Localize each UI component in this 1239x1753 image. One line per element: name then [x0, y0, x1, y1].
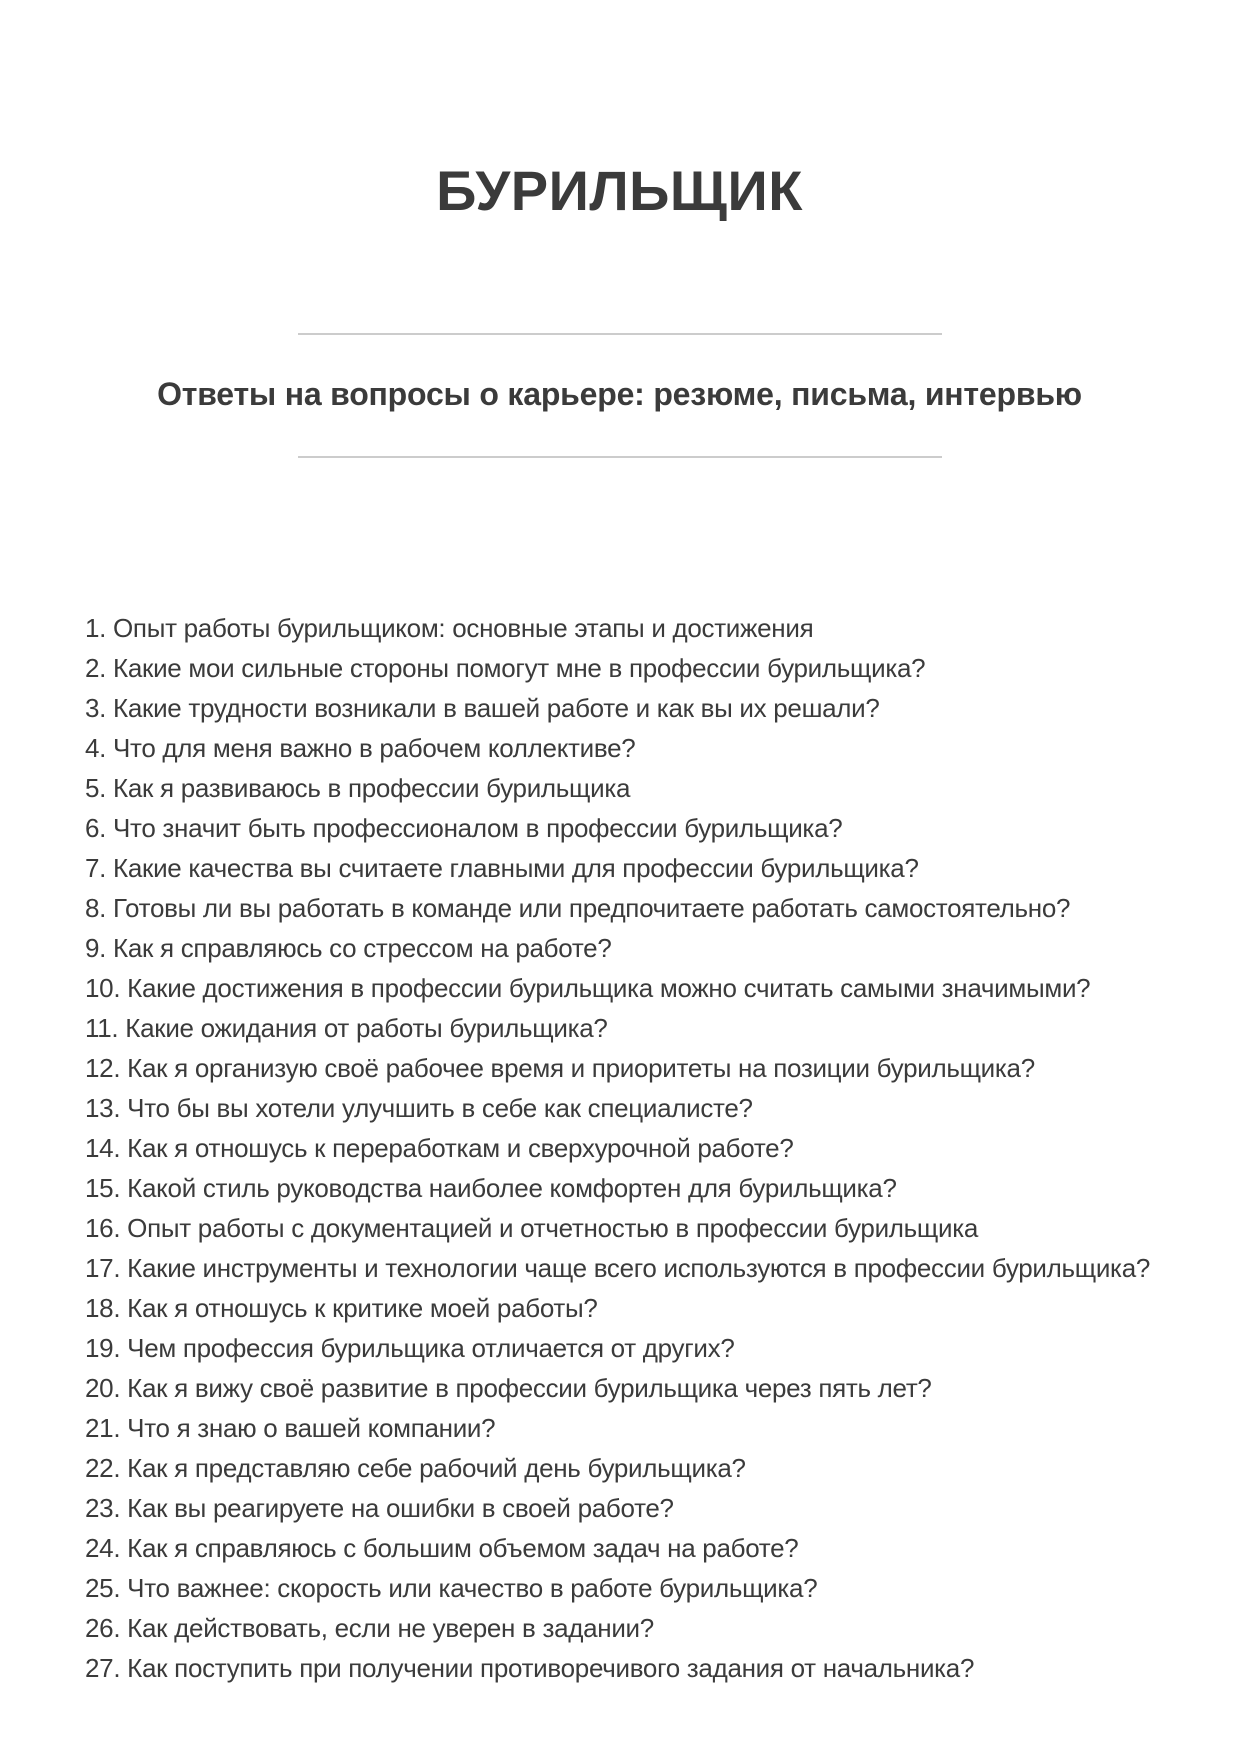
- question-item: 26. Как действовать, если не уверен в задании?: [85, 1613, 654, 1643]
- question-item: 16. Опыт работы с документацией и отчетностью в профессии бурильщика: [85, 1213, 979, 1243]
- question-list: [85, 608, 1189, 1688]
- question-item: 22. Как я представляю себе рабочий день бурильщика?: [85, 1453, 746, 1483]
- question-item: 25. Что важнее: скорость или качество в работе бурильщика?: [85, 1573, 818, 1603]
- question-item: 17. Какие инструменты и технологии чаще всего используются в профессии бурильщика?: [85, 1253, 1151, 1283]
- question-item: 24. Как я справляюсь с большим объемом задач на работе?: [85, 1533, 799, 1563]
- question-item: 11. Какие ожидания от работы бурильщика?: [85, 1013, 608, 1043]
- question-item: 21. Что я знаю о вашей компании?: [85, 1413, 496, 1443]
- question-item: 3. Какие трудности возникали в вашей работе и как вы их решали?: [85, 693, 880, 723]
- question-item: 12. Как я организую своё рабочее время и приоритеты на позиции бурильщика?: [85, 1053, 1035, 1083]
- page-title: БУРИЛЬЩИК: [436, 159, 803, 222]
- question-item: 6. Что значит быть профессионалом в профессии бурильщика?: [85, 813, 843, 843]
- question-item: 10. Какие достижения в профессии бурильщика можно считать самыми значимыми?: [85, 973, 1091, 1003]
- question-item: 19. Чем профессия бурильщика отличается от других?: [85, 1333, 735, 1363]
- question-item: 7. Какие качества вы считаете главными для профессии бурильщика?: [85, 853, 919, 883]
- question-item: 15. Какой стиль руководства наиболее комфортен для бурильщика?: [85, 1173, 897, 1203]
- question-item: 1. Опыт работы бурильщиком: основные этапы и достижения: [85, 613, 814, 643]
- divider-top: [298, 333, 942, 335]
- question-item: 23. Как вы реагируете на ошибки в своей работе?: [85, 1493, 674, 1523]
- question-item: 8. Готовы ли вы работать в команде или предпочитаете работать самостоятельно?: [85, 893, 1071, 923]
- question-item: 14. Как я отношусь к переработкам и сверхурочной работе?: [85, 1133, 794, 1163]
- question-item: 4. Что для меня важно в рабочем коллективе?: [85, 733, 636, 763]
- page-subtitle: Ответы на вопросы о карьере: резюме, письма, интервью: [157, 376, 1082, 412]
- question-item: 5. Как я развиваюсь в профессии бурильщика: [85, 773, 631, 803]
- question-item: 2. Какие мои сильные стороны помогут мне в профессии бурильщика?: [85, 653, 926, 683]
- question-item: 18. Как я отношусь к критике моей работы?: [85, 1293, 598, 1323]
- divider-bottom: [298, 456, 942, 458]
- question-item: 13. Что бы вы хотели улучшить в себе как специалисте?: [85, 1093, 753, 1123]
- question-item: 9. Как я справляюсь со стрессом на работе?: [85, 933, 612, 963]
- question-item: 20. Как я вижу своё развитие в профессии бурильщика через пять лет?: [85, 1373, 932, 1403]
- question-item: 27. Как поступить при получении противоречивого задания от начальника?: [85, 1653, 975, 1683]
